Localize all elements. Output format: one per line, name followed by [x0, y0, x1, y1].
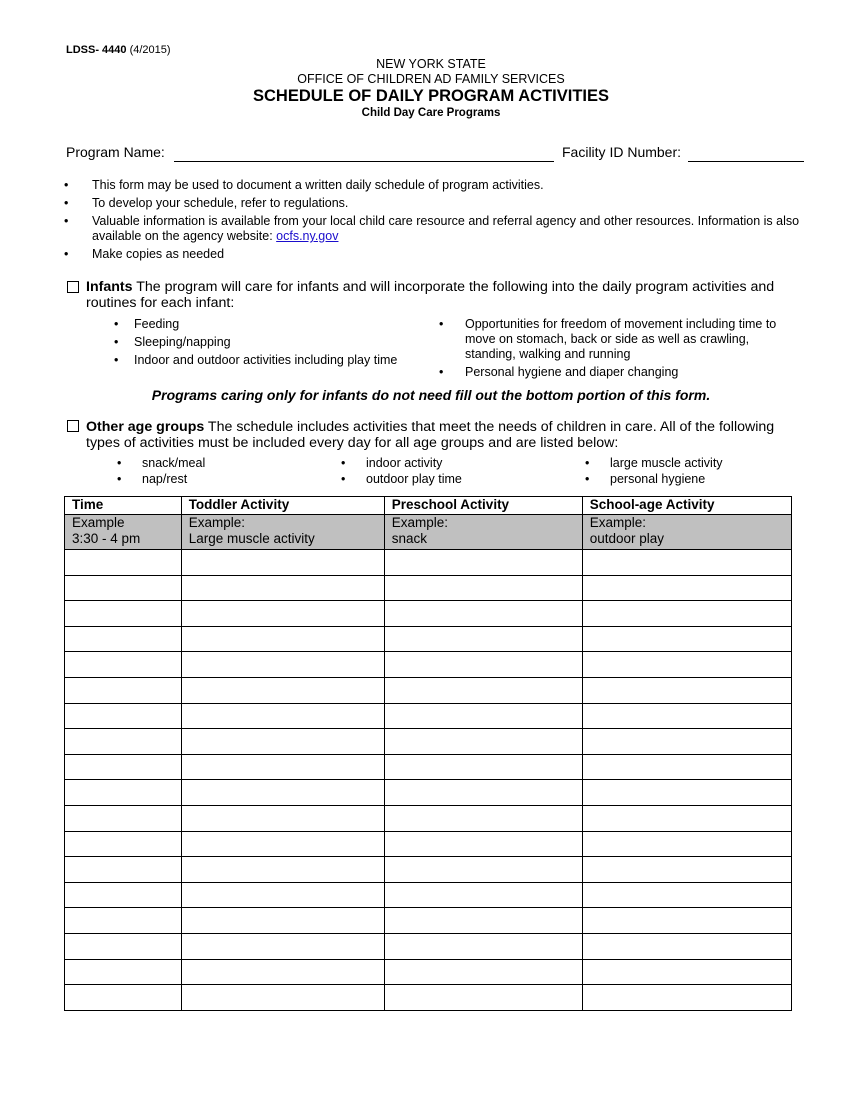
column-header-toddler: Toddler Activity [181, 497, 384, 515]
example-time-cell: Example 3:30 - 4 pm [65, 515, 182, 550]
table-row [65, 729, 792, 755]
preschool-activity-cell[interactable] [384, 908, 582, 934]
example-toddler-cell: Example: Large muscle activity [181, 515, 384, 550]
example-school-age-cell: Example: outdoor play [582, 515, 791, 550]
toddler-activity-cell[interactable] [181, 857, 384, 883]
school-age-activity-cell[interactable] [582, 882, 791, 908]
school-age-activity-cell[interactable] [582, 857, 791, 883]
toddler-activity-cell[interactable] [181, 933, 384, 959]
preschool-activity-cell[interactable] [384, 959, 582, 985]
school-age-activity-cell[interactable] [582, 831, 791, 857]
preschool-activity-cell[interactable] [384, 754, 582, 780]
program-name-field[interactable] [174, 161, 554, 162]
infants-note: Programs caring only for infants do not need fill out the bottom portion of this form. [151, 387, 711, 403]
table-row [65, 575, 792, 601]
toddler-activity-cell[interactable] [181, 601, 384, 627]
school-age-activity-cell[interactable] [582, 908, 791, 934]
instruction-item: • This form may be used to document a written daily schedule of program activities. [60, 178, 805, 193]
instruction-item: • To develop your schedule, refer to regulations. [60, 196, 805, 211]
list-item: • large muscle activity [585, 456, 723, 470]
column-header-school-age: School-age Activity [582, 497, 791, 515]
table-row [65, 754, 792, 780]
table-header-row [65, 497, 792, 515]
time-cell[interactable] [65, 780, 182, 806]
bullet-icon: • [117, 456, 122, 470]
preschool-activity-cell[interactable] [384, 652, 582, 678]
bullet-icon: • [439, 317, 444, 331]
table-row [65, 703, 792, 729]
example-row [65, 515, 792, 550]
school-age-activity-cell[interactable] [582, 652, 791, 678]
bullet-icon: • [114, 317, 119, 331]
table-row [65, 805, 792, 831]
time-cell[interactable] [65, 857, 182, 883]
list-item: • indoor activity [341, 456, 443, 470]
toddler-activity-cell[interactable] [181, 985, 384, 1011]
toddler-activity-cell[interactable] [181, 959, 384, 985]
bullet-icon: • [114, 335, 119, 349]
school-age-activity-cell[interactable] [582, 959, 791, 985]
other-age-groups-text: Other age groups The schedule includes activities that meet the needs of children in care. All of the following types of activities must be included every day for all age groups and are listed below: [86, 419, 775, 451]
preschool-activity-cell[interactable] [384, 780, 582, 806]
agency-website-link[interactable]: ocfs.ny.gov [276, 229, 339, 243]
toddler-activity-cell[interactable] [181, 575, 384, 601]
bullet-icon: • [64, 178, 69, 192]
list-item: • Opportunities for freedom of movement including time to move on stomach, back or side as well as crawling, standing, walking and running [439, 317, 777, 361]
toddler-activity-cell[interactable] [181, 882, 384, 908]
table-row [65, 780, 792, 806]
time-cell[interactable] [65, 805, 182, 831]
preschool-activity-cell[interactable] [384, 933, 582, 959]
form-identifier [66, 44, 171, 56]
infants-checkbox[interactable] [67, 281, 79, 293]
school-age-activity-cell[interactable] [582, 780, 791, 806]
preschool-activity-cell[interactable] [384, 601, 582, 627]
time-cell[interactable] [65, 703, 182, 729]
time-cell[interactable] [65, 626, 182, 652]
time-cell[interactable] [65, 677, 182, 703]
table-row [65, 652, 792, 678]
school-age-activity-cell[interactable] [582, 729, 791, 755]
header-state: NEW YORK STATE [376, 57, 486, 71]
preschool-activity-cell[interactable] [384, 626, 582, 652]
time-cell[interactable] [65, 729, 182, 755]
bullet-icon: • [341, 472, 346, 486]
school-age-activity-cell[interactable] [582, 933, 791, 959]
example-preschool-cell: Example: snack [384, 515, 582, 550]
table-row [65, 857, 792, 883]
table-row [65, 677, 792, 703]
instruction-item: • Valuable information is available from your local child care resource and referral agency and other resources. Information is also available on the agency website: ocfs.ny.gov [60, 214, 805, 244]
instruction-item: • Make copies as needed [60, 247, 805, 262]
preschool-activity-cell[interactable] [384, 575, 582, 601]
table-row [65, 933, 792, 959]
preschool-activity-cell[interactable] [384, 985, 582, 1011]
preschool-activity-cell[interactable] [384, 831, 582, 857]
instructions-list [60, 178, 805, 265]
school-age-activity-cell[interactable] [582, 754, 791, 780]
page-title: SCHEDULE OF DAILY PROGRAM ACTIVITIES [252, 87, 609, 105]
school-age-activity-cell[interactable] [582, 677, 791, 703]
time-cell[interactable] [65, 933, 182, 959]
table-row [65, 626, 792, 652]
bullet-icon: • [64, 247, 69, 261]
time-cell[interactable] [65, 985, 182, 1011]
list-item: • Personal hygiene and diaper changing [439, 365, 679, 379]
page-subtitle: Child Day Care Programs [361, 107, 501, 119]
school-age-activity-cell[interactable] [582, 805, 791, 831]
preschool-activity-cell[interactable] [384, 677, 582, 703]
bullet-icon: • [585, 472, 590, 486]
time-cell[interactable] [65, 882, 182, 908]
other-age-groups-label: Other age groups [86, 419, 205, 435]
infants-right-list [437, 317, 782, 383]
form-code: LDSS- 4440 [66, 44, 127, 56]
form-revision: (4/2015) [129, 44, 171, 56]
list-item: • outdoor play time [341, 472, 462, 486]
facility-id-field[interactable] [688, 161, 804, 162]
header-office: OFFICE OF CHILDREN AD FAMILY SERVICES [297, 72, 565, 86]
list-item: • Sleeping/napping [114, 335, 231, 349]
table-row [65, 831, 792, 857]
infants-label: Infants [86, 279, 133, 295]
preschool-activity-cell[interactable] [384, 550, 582, 576]
toddler-activity-cell[interactable] [181, 754, 384, 780]
toddler-activity-cell[interactable] [181, 677, 384, 703]
school-age-activity-cell[interactable] [582, 601, 791, 627]
table-row [65, 550, 792, 576]
time-cell[interactable] [65, 550, 182, 576]
infants-left-list [112, 317, 412, 371]
program-name-label: Program Name: [66, 144, 165, 160]
table-row [65, 959, 792, 985]
toddler-activity-cell[interactable] [181, 652, 384, 678]
bullet-icon: • [117, 472, 122, 486]
time-cell[interactable] [65, 908, 182, 934]
school-age-activity-cell[interactable] [582, 575, 791, 601]
bullet-icon: • [341, 456, 346, 470]
bullet-icon: • [64, 196, 69, 210]
activities-col-3 [583, 456, 803, 488]
toddler-activity-cell[interactable] [181, 908, 384, 934]
toddler-activity-cell[interactable] [181, 550, 384, 576]
bullet-icon: • [64, 214, 69, 228]
time-cell[interactable] [65, 754, 182, 780]
school-age-activity-cell[interactable] [582, 985, 791, 1011]
preschool-activity-cell[interactable] [384, 805, 582, 831]
bullet-icon: • [585, 456, 590, 470]
column-header-time: Time [65, 497, 182, 515]
activities-col-2 [339, 456, 559, 488]
list-item: • Indoor and outdoor activities including play time [114, 353, 398, 367]
time-cell[interactable] [65, 575, 182, 601]
other-age-groups-checkbox[interactable] [67, 420, 79, 432]
time-cell[interactable] [65, 831, 182, 857]
toddler-activity-cell[interactable] [181, 831, 384, 857]
preschool-activity-cell[interactable] [384, 703, 582, 729]
table-row [65, 985, 792, 1011]
preschool-activity-cell[interactable] [384, 857, 582, 883]
toddler-activity-cell[interactable] [181, 626, 384, 652]
school-age-activity-cell[interactable] [582, 550, 791, 576]
infants-section-text: Infants The program will care for infants and will incorporate the following into the daily program activities and routines for each infant: [86, 279, 775, 311]
toddler-activity-cell[interactable] [181, 703, 384, 729]
schedule-table [64, 496, 792, 1011]
school-age-activity-cell[interactable] [582, 703, 791, 729]
list-item: • nap/rest [117, 472, 188, 486]
toddler-activity-cell[interactable] [181, 780, 384, 806]
list-item: • personal hygiene [585, 472, 706, 486]
school-age-activity-cell[interactable] [582, 626, 791, 652]
time-cell[interactable] [65, 601, 182, 627]
preschool-activity-cell[interactable] [384, 729, 582, 755]
column-header-preschool: Preschool Activity [384, 497, 582, 515]
toddler-activity-cell[interactable] [181, 805, 384, 831]
table-row [65, 601, 792, 627]
preschool-activity-cell[interactable] [384, 882, 582, 908]
bullet-icon: • [114, 353, 119, 367]
time-cell[interactable] [65, 652, 182, 678]
list-item: • Feeding [114, 317, 180, 331]
table-row [65, 908, 792, 934]
facility-id-label: Facility ID Number: [562, 144, 682, 160]
list-item: • snack/meal [117, 456, 206, 470]
table-row [65, 882, 792, 908]
time-cell[interactable] [65, 959, 182, 985]
toddler-activity-cell[interactable] [181, 729, 384, 755]
bullet-icon: • [439, 365, 444, 379]
activities-col-1 [115, 456, 315, 488]
